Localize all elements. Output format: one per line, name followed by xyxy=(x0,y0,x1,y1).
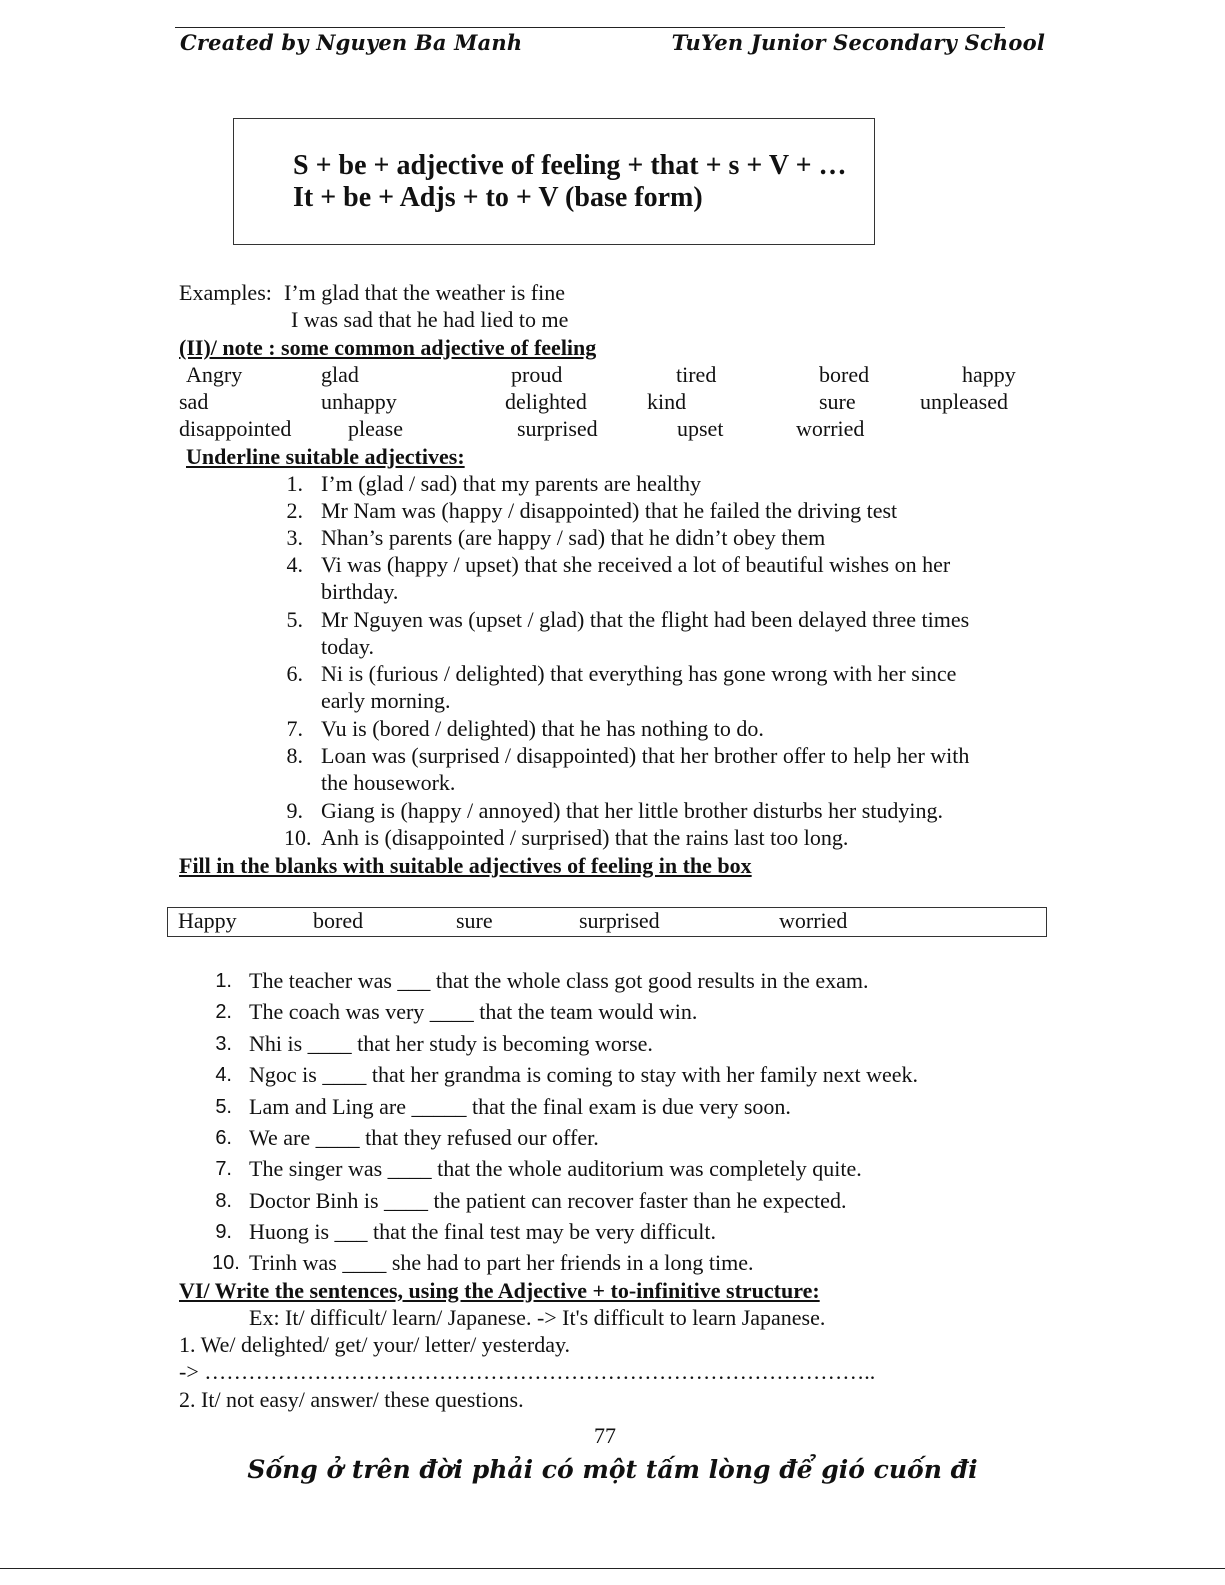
adjective-word: worried xyxy=(796,416,865,441)
exercise-line: Nhan’s parents (are happy / sad) that he didn’t obey them xyxy=(321,525,826,550)
formula-2: It + be + Adjs + to + V (base form) xyxy=(293,182,703,213)
adjective-word: sad xyxy=(179,389,209,414)
adjective-word: surprised xyxy=(517,416,598,441)
item-number: 1. xyxy=(215,970,232,992)
fill-line: We are ____ that they refused our offer. xyxy=(249,1125,599,1150)
item-number: 8. xyxy=(286,743,303,768)
box-word: surprised xyxy=(579,908,660,933)
adjective-word: tired xyxy=(676,362,717,387)
adjective-word: please xyxy=(348,416,403,441)
item-number: 9. xyxy=(286,798,303,823)
item-number: 4. xyxy=(215,1064,232,1086)
examples-label: Examples: xyxy=(179,280,272,305)
fill-line: The teacher was ___ that the whole class got good results in the exam. xyxy=(249,968,869,993)
exercise-line: Mr Nguyen was (upset / glad) that the flight had been delayed three times xyxy=(321,607,970,632)
section-vi-heading: VI/ Write the sentences, using the Adjective + to-infinitive structure: xyxy=(179,1278,820,1303)
section-vi-example: Ex: It/ difficult/ learn/ Japanese. -> It's difficult to learn Japanese. xyxy=(249,1305,826,1330)
example-line: I’m glad that the weather is fine xyxy=(284,280,566,305)
fill-line: Ngoc is ____ that her grandma is coming to stay with her family next week. xyxy=(249,1062,919,1087)
exercise-line: early morning. xyxy=(321,688,451,713)
exercise-line: birthday. xyxy=(321,579,399,604)
adjective-word: sure xyxy=(819,389,856,414)
header-rule xyxy=(175,27,1005,28)
adjective-word: proud xyxy=(511,362,563,387)
adjective-word: delighted xyxy=(505,389,587,414)
fill-heading: Fill in the blanks with suitable adjectives of feeling in the box xyxy=(179,853,752,878)
exercise-line: the housework. xyxy=(321,770,456,795)
item-number: 4. xyxy=(286,552,303,577)
example-line: I was sad that he had lied to me xyxy=(291,307,569,332)
item-number: 6. xyxy=(215,1127,232,1149)
item-number: 2. xyxy=(286,498,303,523)
item-number: 1. xyxy=(286,471,303,496)
item-number: 6. xyxy=(286,661,303,686)
fill-line: The singer was ____ that the whole auditorium was completely quite. xyxy=(249,1156,862,1181)
exercise-line: Anh is (disappointed / surprised) that the rains last too long. xyxy=(321,825,849,850)
adjective-word: unpleased xyxy=(920,389,1008,414)
footer-quote: Sống ở trên đời phải có một tấm lòng để gió cuốn đi xyxy=(247,1455,978,1484)
note-heading: (II)/ note : some common adjective of feeling xyxy=(179,335,597,360)
item-number: 10. xyxy=(284,825,312,850)
item-number: 8. xyxy=(215,1190,232,1212)
adjective-word: bored xyxy=(819,362,870,387)
adjective-word: glad xyxy=(321,362,359,387)
bottom-rule xyxy=(0,1568,1225,1569)
header-school: TuYen Junior Secondary School xyxy=(671,30,1045,55)
item-number: 5. xyxy=(215,1096,232,1118)
adjective-word: unhappy xyxy=(321,389,397,414)
exercise-line: today. xyxy=(321,634,374,659)
fill-line: Doctor Binh is ____ the patient can recover faster than he expected. xyxy=(249,1188,847,1213)
exercise-line: Mr Nam was (happy / disappointed) that he failed the driving test xyxy=(321,498,898,523)
item-number: 7. xyxy=(215,1158,232,1180)
adjective-word: happy xyxy=(962,362,1016,387)
page-number: 77 xyxy=(594,1423,616,1448)
item-number: 7. xyxy=(286,716,303,741)
fill-line: Trinh was ____ she had to part her friends in a long time. xyxy=(249,1250,754,1275)
exercise-line: Ni is (furious / delighted) that everything has gone wrong with her since xyxy=(321,661,957,686)
box-word: bored xyxy=(313,908,364,933)
box-word: Happy xyxy=(178,908,237,933)
header-author: Created by Nguyen Ba Manh xyxy=(180,30,523,55)
exercise-line: Loan was (surprised / disappointed) that her brother offer to help her with xyxy=(321,743,970,768)
box-word: worried xyxy=(779,908,848,933)
fill-line: Nhi is ____ that her study is becoming worse. xyxy=(249,1031,653,1056)
box-word: sure xyxy=(456,908,493,933)
exercise-line: Giang is (happy / annoyed) that her little brother disturbs her studying. xyxy=(321,798,943,823)
adjective-word: Angry xyxy=(186,362,243,387)
adjective-word: upset xyxy=(677,416,724,441)
adjective-word: disappointed xyxy=(179,416,292,441)
item-number: 3. xyxy=(215,1033,232,1055)
adjective-word: kind xyxy=(647,389,687,414)
section-vi-line: 1. We/ delighted/ get/ your/ letter/ yesterday. xyxy=(179,1332,571,1357)
item-number: 2. xyxy=(215,1001,232,1023)
answer-line: -> ……………………………………………………………………………….. xyxy=(179,1359,876,1384)
exercise-line: Vu is (bored / delighted) that he has nothing to do. xyxy=(321,716,764,741)
item-number: 9. xyxy=(215,1221,232,1243)
exercise-line: I’m (glad / sad) that my parents are healthy xyxy=(321,471,701,496)
item-number: 3. xyxy=(286,525,303,550)
underline-heading: Underline suitable adjectives: xyxy=(186,444,465,469)
item-number: 10. xyxy=(212,1252,240,1274)
item-number: 5. xyxy=(286,607,303,632)
exercise-line: Vi was (happy / upset) that she received a lot of beautiful wishes on her xyxy=(321,552,951,577)
fill-line: Huong is ___ that the final test may be very difficult. xyxy=(249,1219,716,1244)
fill-line: Lam and Ling are _____ that the final exam is due very soon. xyxy=(249,1094,791,1119)
formula-1: S + be + adjective of feeling + that + s + V + … xyxy=(293,150,847,181)
fill-line: The coach was very ____ that the team would win. xyxy=(249,999,698,1024)
section-vi-line: 2. It/ not easy/ answer/ these questions. xyxy=(179,1387,524,1412)
